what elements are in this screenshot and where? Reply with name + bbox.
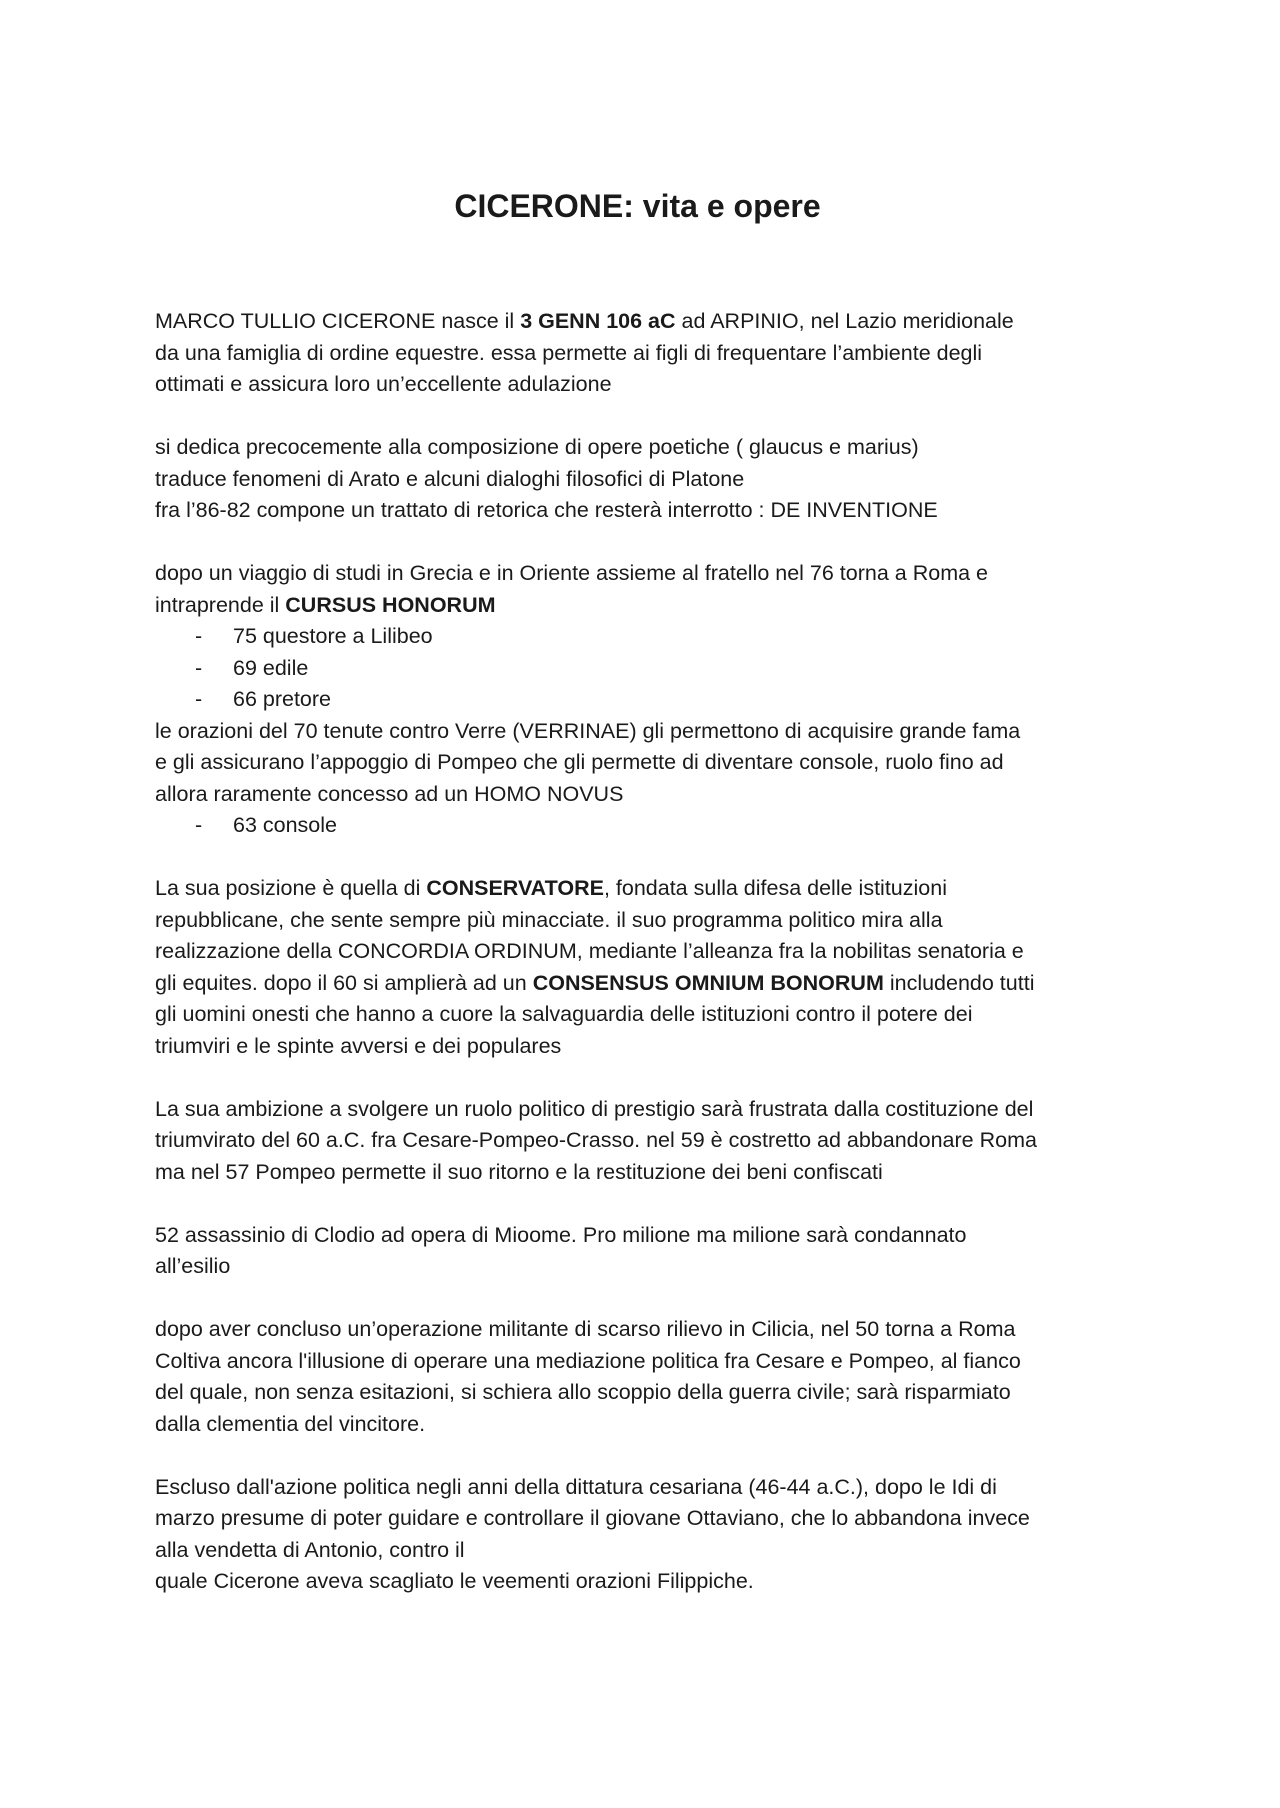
list-item: - 75 questore a Lilibeo [155,621,1145,653]
text-line: traduce fenomeni di Arato e alcuni dialoghi filosofici di Platone [155,466,745,491]
text-line: gli uomini onesti che hanno a cuore la salvaguardia delle istituzioni contro il potere dei [155,1002,973,1026]
page-title: CICERONE: vita e opere [454,188,821,224]
text-line: MARCO TULLIO CICERONE nasce il 3 GENN 106 aC ad ARPINIO, nel Lazio meridionale [155,309,1014,333]
text-line: La sua ambizione a svolgere un ruolo politico di prestigio sarà frustrata dalla costituzione del [155,1096,1034,1121]
text-line: La sua posizione è quella di CONSERVATORE, fondata sulla difesa delle istituzioni [155,876,947,900]
document-body [155,306,1145,1629]
text-line: ma nel 57 Pompeo permette il suo ritorno e la restituzione dei beni confiscati [155,1159,883,1184]
text-line: fra l’86-82 compone un trattato di retorica che resterà interrotto : DE INVENTIONE [155,498,938,522]
text-line: intraprende il CURSUS HONORUM [155,592,496,617]
paragraph-civil-war [155,1314,1145,1440]
text-line: dalla clementia del vincitore. [155,1411,426,1436]
list-dash: - [195,813,203,837]
paragraph-birth [155,306,1145,401]
bold-consensus: CONSENSUS OMNIUM BONORUM [532,970,884,995]
text-line: e gli assicurano l’appoggio di Pompeo che gli permette di diventare console, ruolo fino ad [155,750,1004,774]
text-line: Coltiva ancora l'illusione di operare una mediazione politica fra Cesare e Pompeo, al fianco [155,1348,1021,1373]
text-line: Escluso dall'azione politica negli anni della dittatura cesariana (46-44 a.C.), dopo le Idi di [155,1474,997,1499]
bold-date: 3 GENN 106 aC [520,309,676,333]
text-line: all’esilio [155,1254,231,1278]
text-line: da una famiglia di ordine equestre. essa permette ai figli di frequentare l’ambiente degli [155,340,983,365]
paragraph-political-position [155,873,1145,1062]
text-line: del quale, non senza esitazioni, si schiera allo scoppio della guerra civile; sarà risparmiato [155,1380,1011,1404]
list-dash: - [195,687,203,711]
paragraph-cursus-honorum [155,558,1145,842]
text-line: le orazioni del 70 tenute contro Verre (VERRINAE) gli permettono di acquisire grande fama [155,718,1021,743]
text-line: marzo presume di poter guidare e controllare il giovane Ottaviano, che lo abbandona invece [155,1506,1030,1530]
text-line: allora raramente concesso ad un HOMO NOVUS [155,781,624,806]
text-line: 52 assassinio di Clodio ad opera di Mioome. Pro milione ma milione sarà condannato [155,1222,967,1247]
paragraph-clodio [155,1220,1145,1283]
paragraph-last-years [155,1472,1145,1598]
paragraph-triumvirate [155,1094,1145,1189]
text-line: ottimati e assicura loro un’eccellente adulazione [155,372,612,396]
list-dash: - [195,624,203,648]
text-line: quale Cicerone aveva scagliato le veementi orazioni Filippiche. [155,1569,754,1593]
bold-cursus: CURSUS HONORUM [285,592,496,617]
text-line: triumvirato del 60 a.C. fra Cesare-Pompeo-Crasso. nel 59 è costretto ad abbandonare Roma [155,1128,1037,1152]
paragraph-early-works [155,432,1145,527]
text-line: realizzazione della CONCORDIA ORDINUM, mediante l’alleanza fra la nobilitas senatoria e [155,939,1024,963]
list-item: - 63 console [155,810,1145,842]
list-item: - 66 pretore [155,684,1145,716]
text-line: dopo aver concluso un’operazione militante di scarso rilievo in Cilicia, nel 50 torna a Roma [155,1317,1016,1341]
text-line: gli equites. dopo il 60 si amplierà ad un CONSENSUS OMNIUM BONORUM includendo tutti [155,970,1035,995]
text-line: si dedica precocemente alla composizione di opere poetiche ( glaucus e marius) [155,435,919,459]
text-line: dopo un viaggio di studi in Grecia e in Oriente assieme al fratello nel 76 torna a Roma e [155,561,988,585]
list-item: - 69 edile [155,653,1145,685]
text-line: triumviri e le spinte avversi e dei populares [155,1033,562,1058]
bold-conservatore: CONSERVATORE [426,876,604,900]
text-line: alla vendetta di Antonio, contro il [155,1537,465,1562]
list-dash: - [195,655,203,680]
text-line: repubblicane, che sente sempre più minacciate. il suo programma politico mira alla [155,907,943,932]
